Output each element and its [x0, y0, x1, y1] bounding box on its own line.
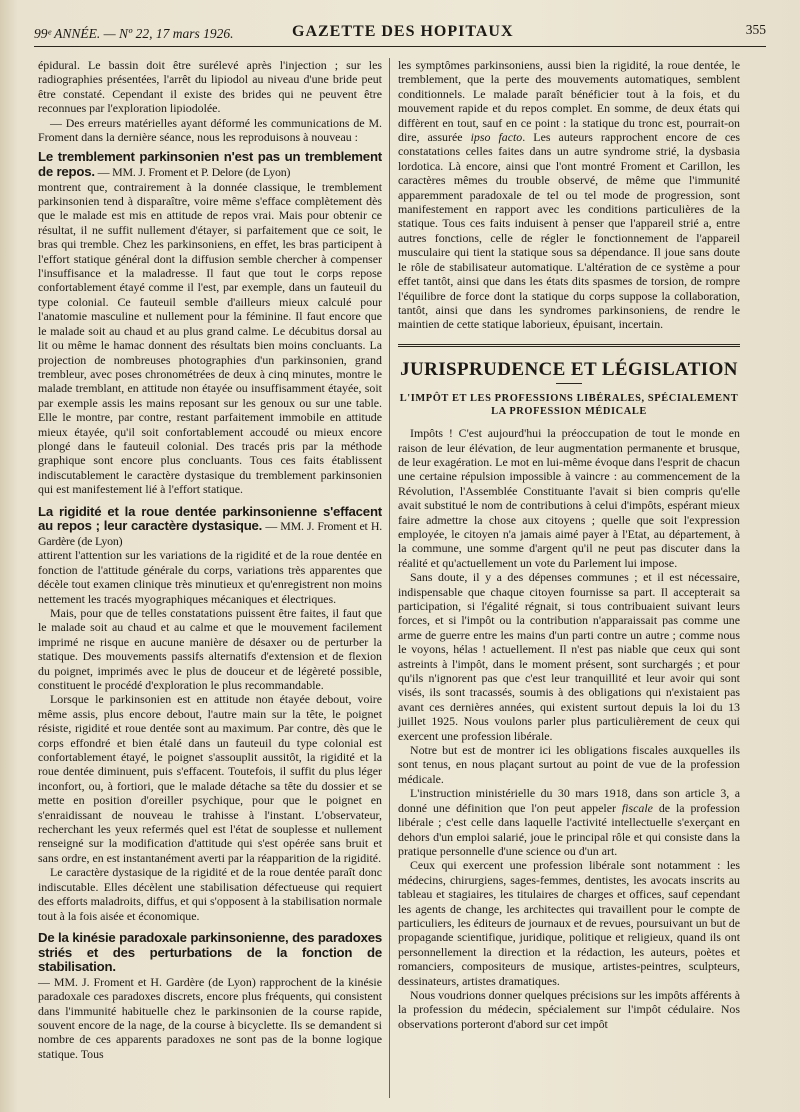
paragraph: épidural. Le bassin doit être surélevé après l'injection ; sur les radiographies présentées, l'arrêt du lipiodol au niveau d'une bride peut être constaté. Cependant il existe des brides qui ne peuvent être reconnues par l'exploration lipiodolée. — [38, 58, 382, 116]
section-title: JURISPRUDENCE ET LÉGISLATION — [400, 358, 738, 380]
latin-phrase: ipso facto — [470, 130, 523, 145]
left-column — [38, 58, 382, 1061]
article-heading-rigidite: La rigidité et la roue dentée parkinsonienne s'effacent au repos ; leur caractère dystasique. — MM. J. Froment et H. Gardère (de Lyon) — [38, 503, 382, 548]
title-underline — [556, 383, 582, 384]
paragraph: Le caractère dystasique de la rigidité et de la roue dentée paraît donc indiscutable. Elles décèlent une stabilisation défectueuse qui requiert des efforts maladroits, diffus, et qui s'opposent à la stabilisation normale tout à la fois aisée et économique. — [38, 865, 382, 923]
paragraph: Impôts ! C'est aujourd'hui la préoccupation de tout le monde en raison de leur élévation, de leur augmentation permanente et brusque, de leur exagération. Le mot en lui-même évoque dans l'esprit de chacun une certaine répulsion impossible à vaincre : au commencement de la Révolution, l'Assemblée Constituante l'avait si bien compris qu'elle avait substitué le nom de contributions à celui d'impôts, espérant mieux faire admettre la chose aux citoyens ; quelle que soit l'expression employée, le citoyen n'a jamais aimé payer à l'Etat, au département, à la commune, une somme d'argent qu'il ne peut pas discuter dans la réalité et qu'actuellement un vote du Parlement lui impose. — [398, 426, 740, 570]
issue-info: 99ᵉ ANNÉE. — Nº 22, 17 mars 1926. — [34, 26, 234, 41]
article-subtitle: L'IMPÔT ET LES PROFESSIONS LIBÉRALES, SPÉCIALEMENT LA PROFESSION MÉDICALE — [399, 393, 739, 418]
right-column — [398, 58, 740, 1031]
paragraph: montrent que, contrairement à la donnée classique, le tremblement parkinsonien tend à disparaître, voire même s'efface complètement dès que le malade est mis en attitude de repos vrai. Mais pour obtenir ce résultat, il ne suffit nullement d'étayer, si parfaitement que ce soit, le bras qui tremble. Chez les parkinsoniens, en effet, les bras participent à l'effort statique général dont la diffusion semble chercher à compenser l'insuffisance et la maladresse. Il faut que tout le corps repose confortablement étayé comme il l'est, par exemple, dans un fauteuil du type colonial. Ce fauteuil semble d'ailleurs mieux calculé pour l'anatomie masculine et nullement pour la féminine. Il faut encore que le malade soit au chaud et au plus grand calme. Le décubitus dorsal au lit ou même le hamac donnent des résultats bien moins concluants. La projection de nombreuses photographies d'un parkinsonien, grand trembleur, avec poses chronométrées de deux à cinq minutes, montre le malade tremblant, en attitude non étayée ou insuffisamment étayée, soit par exemple assis les mains reposant sur les genoux ou sur une table. Elle le montre, par contre, restant parfaitement immobile en attitude mieux étayée, qu'il soit confortablement accoudé ou mieux encore plongé dans le fauteuil colonial. Des tracés pris par la méthode graphique sont encore plus concluants. Tous ces faits établissent indiscutablement le caractère dystasique du tremblement parkinsonien qui est manifestement lié à l'effort statique. — [38, 179, 382, 497]
paragraph: Sans doute, il y a des dépenses communes ; et il est nécessaire, indispensable que chaque citoyen fournisse sa part. Il accepterait sa participation, si l'égalité régnait, si tous contribuaient suivant leurs forces, et si l'impôt ou la contribution n'apparaissait pas comme une arme de guerre entre les mains d'un parti contre un autre ; comme nous le voyons, hélas ! actuellement. Il n'est pas niable que ceux qui sont astreints à l'impôt, dans le moment présent, sont surchargés ; et pour qu'ils n'ignorent pas que c'est leur tranquillité et leur avoir qui sont visés, ils sont tracassés, soumis à des obligations qui n'existaient pas avant ces dernières années, qui existent surtout depuis la loi du 13 juillet 1925. Nous voulons parler plus particulièrement de ceux qui exercent une profession libérale. — [398, 570, 740, 743]
paragraph: les symptômes parkinsoniens, aussi bien la rigidité, la roue dentée, le tremblement, que la perte des mouvements automatiques, semblent conditionnels. Le malade paraît bénéficier tout à la fois, et du mouvement rapide et du repos complet. En somme, de deux états qui diffèrent en tout, sauf en ce point : la statique du tronc est, pourrait-on dire, assurée ipso facto. Les auteurs rapprochent encore de ces constatations celles faites dans un autre syndrome strié, la dysbasia lordotica. Là encore, ainsi que l'ont montré Froment et Carillon, les caractères mêmes du trouble observé, de même que l'immunité apparemment paradoxale de tel ou tel mode de progression, sont manifestement en rapport avec les conditions particulières de la statique. Tous ces faits induisent à penser que l'appareil strié a, entre autres fonctions, celle de régler le fonctionnement de l'appareil musculaire qui tient la statique sous sa dépendance. Il joue sans doute le rôle de stabilisateur automatique. L'altération de ce système a pour effet tantôt, ainsi que dans les états dits spasmes de torsion, de rompre l'équilibre de force dont la statique du corps suppose la collaboration, tantôt, ainsi que dans les syndromes parkinsoniens, de rendre le maintien de cette statique laborieux, épuisant, incertain. — [398, 58, 741, 332]
paragraph: Ceux qui exercent une profession libérale sont notamment : les médecins, chirurgiens, sages-femmes, dentistes, les avocats inscrits au tableau et stagiaires, les titulaires de charges et offices, sauf cependant les agents de change, les architectes qui travaillent pour le compte de particuliers, les éditeurs de journaux et de revues, poursuivant un but de propagande scientifique, juridique, politique et religieux, quand ils ont personnellement la direction et la rédaction, les auteurs, poètes et romanciers, compositeurs de musique, artistes-peintres, sculpteurs, dessinateurs, artistes dramatiques. — [398, 858, 740, 988]
section-separator — [398, 344, 740, 349]
journal-title: GAZETTE DES HOPITAUX — [292, 23, 514, 40]
page-header — [34, 20, 766, 47]
column-divider — [389, 58, 390, 1098]
article-heading-kinesie: De la kinésie paradoxale parkinsonienne, des paradoxes striés et des perturbations de la fonction de stabilisation. — [38, 929, 382, 975]
paragraph: Lorsque le parkinsonien est en attitude non étayée debout, voire même assis, plus encore debout, l'autre main sur la tête, le poignet résiste, rigidité et roue dentée sont au maximum. Par contre, dès que le corps effondré et bien étalé dans un fauteuil du type colonial est confortablement étayé, le poignet s'assouplit aussitôt, la rigidité et la roue dentée diminuent, puis s'effacent. Toutefois, il suffit du plus léger inconfort, ou, à fortiori, que le malade détache sa tête du dossier et se mette en position d'oreiller psychique, pour que le poignet en s'enraidissant de nouveau le trahisse à l'instant. L'observateur, recherchant les yeux refermés quel est l'état de souplesse et nullement renseigné sur la modification d'attitude qui s'est opérée sans bruit et sans ordre, en est instantanément averti par la réapparition de la rigidité. — [38, 692, 382, 865]
paragraph: Mais, pour que de telles constatations puissent être faites, il faut que le malade soit au chaud et au calme et que le mouvement facilement imprimé ne risque en aucune manière de désaxer ou de perturber la statique. Des mouvements passifs alternatifs d'extension et de flexion du poignet, imprimés avec le plus de douceur et de légèreté possible, constituent le procédé d'exploration le plus recommandable. — [38, 605, 382, 692]
emphasis: fiscale — [621, 800, 653, 815]
paragraph: L'instruction ministérielle du 30 mars 1918, dans son article 3, a donné une définition que l'on peut appeler fiscale de la profession libérale ; c'est celle dans laquelle l'activité intellectuelle s'exerçant en dehors d'un emploi salarié, joue le principal rôle et qui consiste dans la pratique personnelle d'une science ou d'un art. — [398, 786, 741, 858]
paragraph: — MM. J. Froment et H. Gardère (de Lyon) rapprochent de la kinésie paradoxale ces paradoxes discrets, encore plus fréquents, qui consistent dans l'immunité habituelle chez le parkinsonien de la course rapide, souvent encore de la nage, de la course à bicyclette. Ils se demandent si nombre de ces apparents paradoxes ne sont pas de la bonne logique statique. Tous — [38, 974, 382, 1061]
article-heading-tremblement: Le tremblement parkinsonien n'est pas un tremblement de repos. — MM. J. Froment et P. Delore (de Lyon) — [38, 149, 382, 180]
paragraph: Notre but est de montrer ici les obligations fiscales auxquelles ils sont tenus, en nous plaçant surtout au point de vue de la profession médicale. — [398, 743, 740, 786]
page-number: 355 — [745, 22, 766, 37]
paragraph: Nous voudrions donner quelques précisions sur les impôts afférents à la profession du médecin, spécialement sur l'impôt cédulaire. Nos observations porteront d'abord sur cet impôt — [398, 987, 740, 1031]
paragraph: — Des erreurs matérielles ayant déformé les communications de M. Froment dans la dernière séance, nous les reproduisons à nouveau : — [38, 115, 382, 145]
paragraph: attirent l'attention sur les variations de la rigidité et de la roue dentée en fonction de l'attitude générale du corps, variations très apparentes que décèle tout examen clinique très minutieux et qu'enregistrent non moins nettement les tracés myographiques mécaniques et électriques. — [38, 548, 382, 606]
